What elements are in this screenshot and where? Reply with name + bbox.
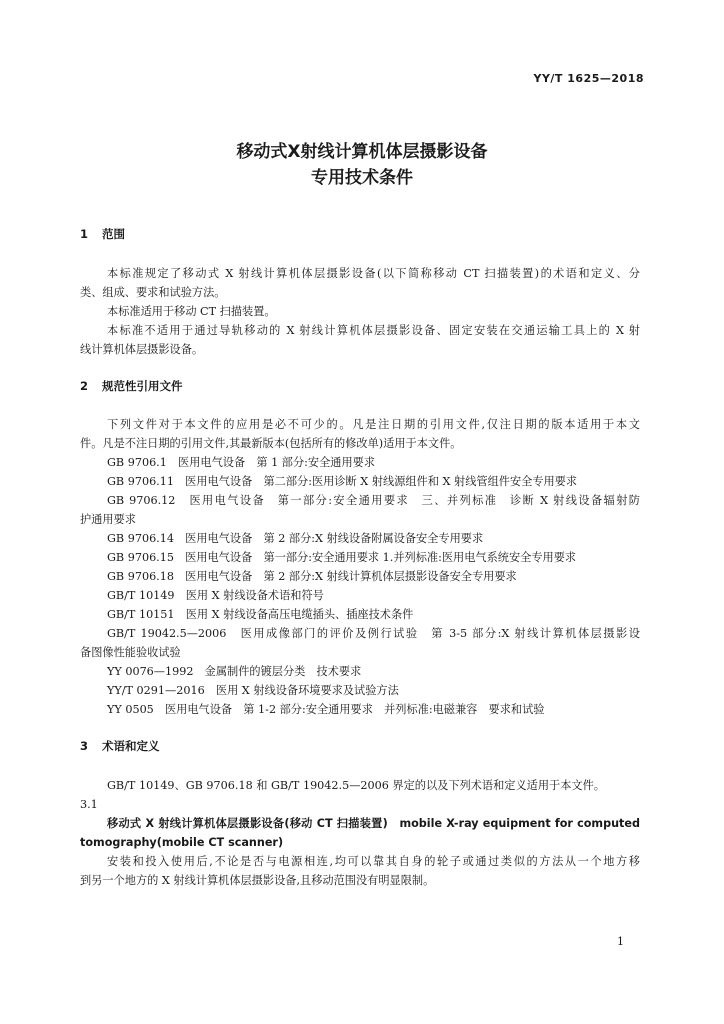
page-number: 1 [617,935,624,948]
reference-item: GB 9706.1 医用电气设备 第 1 部分:安全通用要求 [107,456,376,469]
section-3-heading [80,738,160,754]
paragraph-line: 件。凡是不注日期的引用文件,其最新版本(包括所有的修改单)适用于本文件。 [80,437,462,450]
reference-item: GB/T 10149 医用 X 射线设备术语和符号 [107,589,324,602]
section-1-heading [80,226,125,242]
term-title-continued: tomography(mobile CT scanner) [80,836,284,849]
document-title: 移动式X射线计算机体层摄影设备 [236,142,488,162]
reference-item: YY 0076—1992 金属制件的镀层分类 技术要求 [107,665,362,678]
term-number: 3.1 [80,798,98,811]
paragraph-line: 下列文件对于本文件的应用是必不可少的。凡是注日期的引用文件,仅注日期的版本适用于本文 [107,418,640,431]
reference-item: GB 9706.11 医用电气设备 第二部分:医用诊断 X 射线源组件和 X 射线管组件安全专用要求 [107,475,578,488]
reference-item: YY 0505 医用电气设备 第 1-2 部分:安全通用要求 并列标准:电磁兼容 要求和试验 [107,703,545,716]
reference-item-continued: 备图像性能验收试验 [80,646,181,659]
paragraph-line: 类、组成、要求和试验方法。 [80,286,226,299]
term-definition: 到另一个地方的 X 射线计算机体层摄影设备,且移动范围没有明显限制。 [80,874,435,887]
section-title: 范围 [102,227,125,241]
section-title: 规范性引用文件 [102,379,183,393]
section-number: 2 [80,379,89,393]
section-number: 1 [80,227,89,241]
document-subtitle: 专用技术条件 [311,168,413,188]
paragraph-line: 线计算机体层摄影设备。 [80,343,204,356]
reference-item: GB 9706.18 医用电气设备 第 2 部分:X 射线计算机体层摄影设备安全专用要求 [107,570,517,583]
section-2-heading [80,378,183,394]
term-definition: 安装和投入使用后,不论是否与电源相连,均可以靠其自身的轮子或通过类似的方法从一个地方移 [107,855,640,868]
reference-item: GB 9706.12 医用电气设备 第一部分:安全通用要求 三、并列标准 诊断 X 射线设备辐射防 [107,494,640,507]
paragraph-line: 本标准不适用于通过导轨移动的 X 射线计算机体层摄影设备、固定安装在交通运输工具上的 X 射 [107,324,640,337]
paragraph-line: 本标准规定了移动式 X 射线计算机体层摄影设备(以下简称移动 CT 扫描装置)的术语和定义、分 [107,267,640,280]
reference-item: GB/T 10151 医用 X 射线设备高压电缆插头、插座技术条件 [107,608,414,621]
reference-item: YY/T 0291—2016 医用 X 射线设备环境要求及试验方法 [107,684,399,697]
paragraph-line: GB/T 10149、GB 9706.18 和 GB/T 19042.5—2006 界定的以及下列术语和定义适用于本文件。 [107,779,605,792]
paragraph-line: 本标准适用于移动 CT 扫描装置。 [107,305,276,318]
reference-item: GB 9706.15 医用电气设备 第一部分:安全通用要求 1.并列标准:医用电气系统安全专用要求 [107,551,577,564]
term-title: 移动式 X 射线计算机体层摄影设备(移动 CT 扫描装置) mobile X-ray equipment for computed [107,817,640,830]
reference-item: GB 9706.14 医用电气设备 第 2 部分:X 射线设备附属设备安全专用要求 [107,532,484,545]
reference-item-continued: 护通用要求 [80,513,136,526]
standard-code: YY/T 1625—2018 [533,72,644,85]
section-title: 术语和定义 [102,739,160,753]
section-number: 3 [80,739,89,753]
reference-item: GB/T 19042.5—2006 医用成像部门的评价及例行试验 第 3-5 部分:X 射线计算机体层摄影设 [107,627,640,640]
